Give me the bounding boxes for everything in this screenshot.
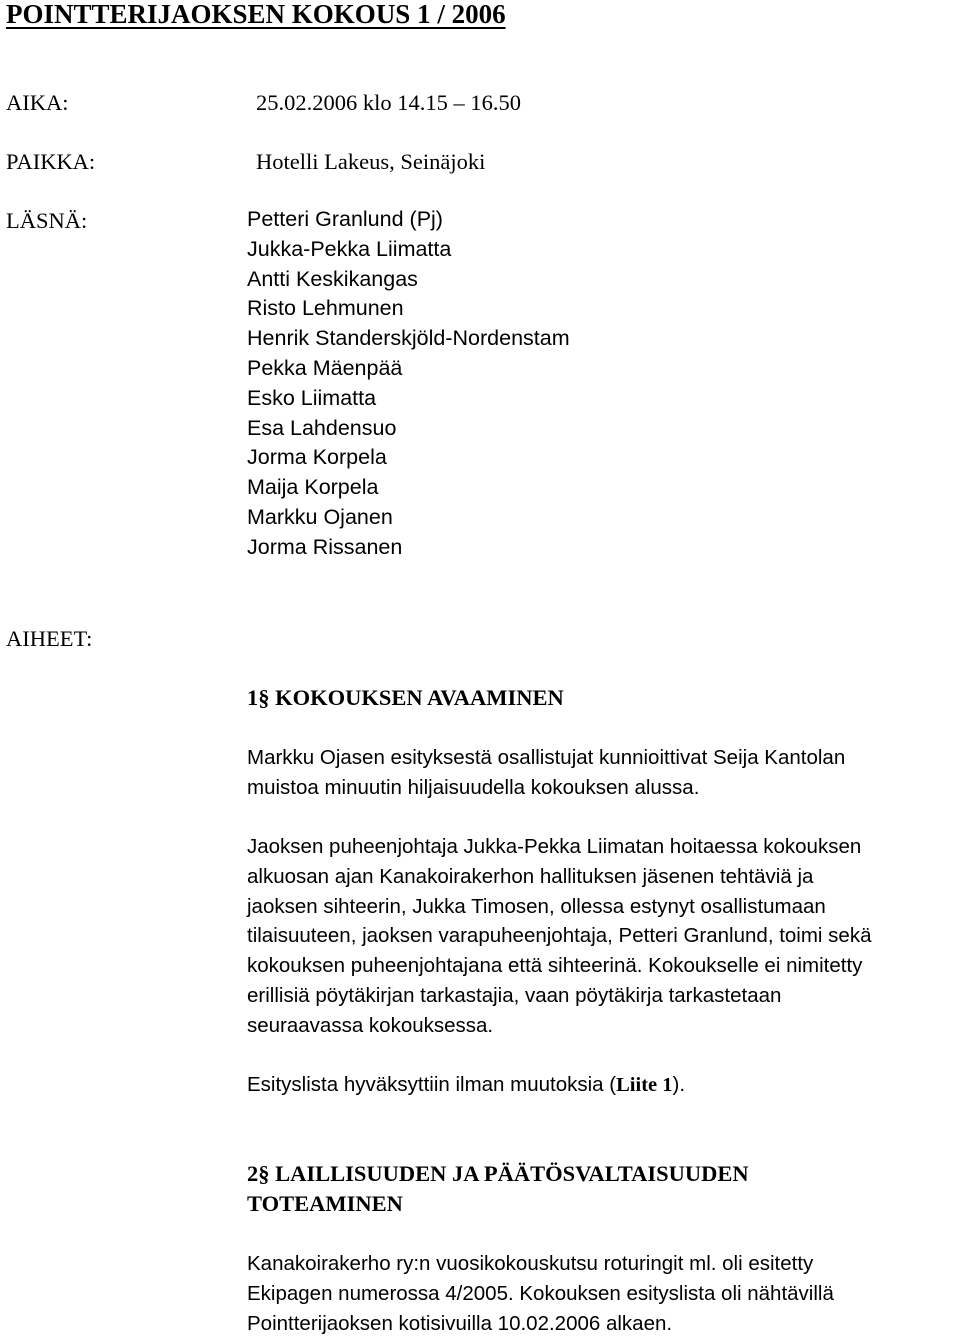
- section-1-heading: 1§ KOKOUKSEN AVAAMINEN: [247, 685, 564, 710]
- time-label: AIKA:: [6, 90, 69, 115]
- paragraph-line: alkuosan ajan Kanakoirakerhon hallituksen jäsenen tehtäviä ja: [247, 864, 814, 888]
- paragraph-line: jaoksen sihteerin, Jukka Timosen, ollessa estynyt osallistumaan: [247, 894, 826, 918]
- topics-label: AIHEET:: [6, 626, 93, 651]
- time-value: 25.02.2006 klo 14.15 – 16.50: [256, 90, 522, 115]
- place-value: Hotelli Lakeus, Seinäjoki: [256, 149, 486, 174]
- paragraph-line: erillisiä pöytäkirjan tarkastajia, vaan pöytäkirja tarkastetaan: [247, 983, 782, 1007]
- section-2-paragraph-1: [247, 1249, 959, 1338]
- present-label: LÄSNÄ:: [6, 208, 88, 233]
- attendee-item: Henrik Standerskjöld-Nordenstam: [247, 326, 570, 351]
- section-1-paragraph-1: [247, 743, 959, 803]
- attendee-item: Markku Ojanen: [247, 504, 393, 529]
- attachment-reference: Liite 1: [616, 1074, 673, 1096]
- attendee-item: Esa Lahdensuo: [247, 415, 397, 440]
- paragraph-line: tilaisuuteen, jaoksen varapuheenjohtaja, Petteri Granlund, toimi sekä: [247, 924, 872, 948]
- place-label: PAIKKA:: [6, 149, 96, 174]
- attendee-item: Antti Keskikangas: [247, 266, 418, 291]
- section-2-heading-line: 2§ LAILLISUUDEN JA PÄÄTÖSVALTAISUUDEN: [247, 1161, 749, 1186]
- paragraph-line: Jaoksen puheenjohtaja Jukka-Pekka Liimatan hoitaessa kokouksen: [247, 835, 862, 858]
- agenda-approval-line: [247, 1070, 959, 1101]
- attendee-list: [247, 205, 570, 563]
- attendee-item: Pekka Mäenpää: [247, 355, 403, 380]
- paragraph-line: Markku Ojasen esityksestä osallistujat kunnioittivat Seija Kantolan: [247, 746, 846, 769]
- paragraph-line: kokouksen puheenjohtajana että sihteerinä. Kokoukselle ei nimitetty: [247, 954, 863, 978]
- attendee-item: Maija Korpela: [247, 475, 379, 500]
- agenda-text-end: ).: [672, 1073, 686, 1096]
- paragraph-line: Ekipagen numerossa 4/2005. Kokouksen esityslista oli nähtävillä: [247, 1281, 834, 1305]
- attendee-item: Risto Lehmunen: [247, 296, 404, 321]
- section-2-heading-line: TOTEAMINEN: [247, 1191, 403, 1216]
- attendee-item: Esko Liimatta: [247, 385, 377, 410]
- paragraph-line: Pointterijaoksen kotisivuilla 10.02.2006 alkaen.: [247, 1311, 673, 1335]
- agenda-text: Esityslista hyväksyttiin ilman muutoksia (: [247, 1073, 617, 1096]
- document-title: POINTTERIJAOKSEN KOKOUS 1 / 2006: [6, 0, 506, 29]
- paragraph-line: Kanakoirakerho ry:n vuosikokouskutsu roturingit ml. oli esitetty: [247, 1252, 814, 1275]
- attendee-item: Jorma Korpela: [247, 445, 387, 470]
- attendee-item: Jorma Rissanen: [247, 534, 403, 559]
- section-1-paragraph-3: [247, 1070, 959, 1101]
- section-2-heading: [247, 1159, 959, 1219]
- section-1-paragraph-2: [247, 832, 959, 1041]
- attendee-item: Jukka-Pekka Liimatta: [247, 236, 452, 261]
- paragraph-line: seuraavassa kokouksessa.: [247, 1013, 494, 1037]
- attendee-item: Petteri Granlund (Pj): [247, 207, 443, 231]
- paragraph-line: muistoa minuutin hiljaisuudella kokouksen alussa.: [247, 775, 700, 799]
